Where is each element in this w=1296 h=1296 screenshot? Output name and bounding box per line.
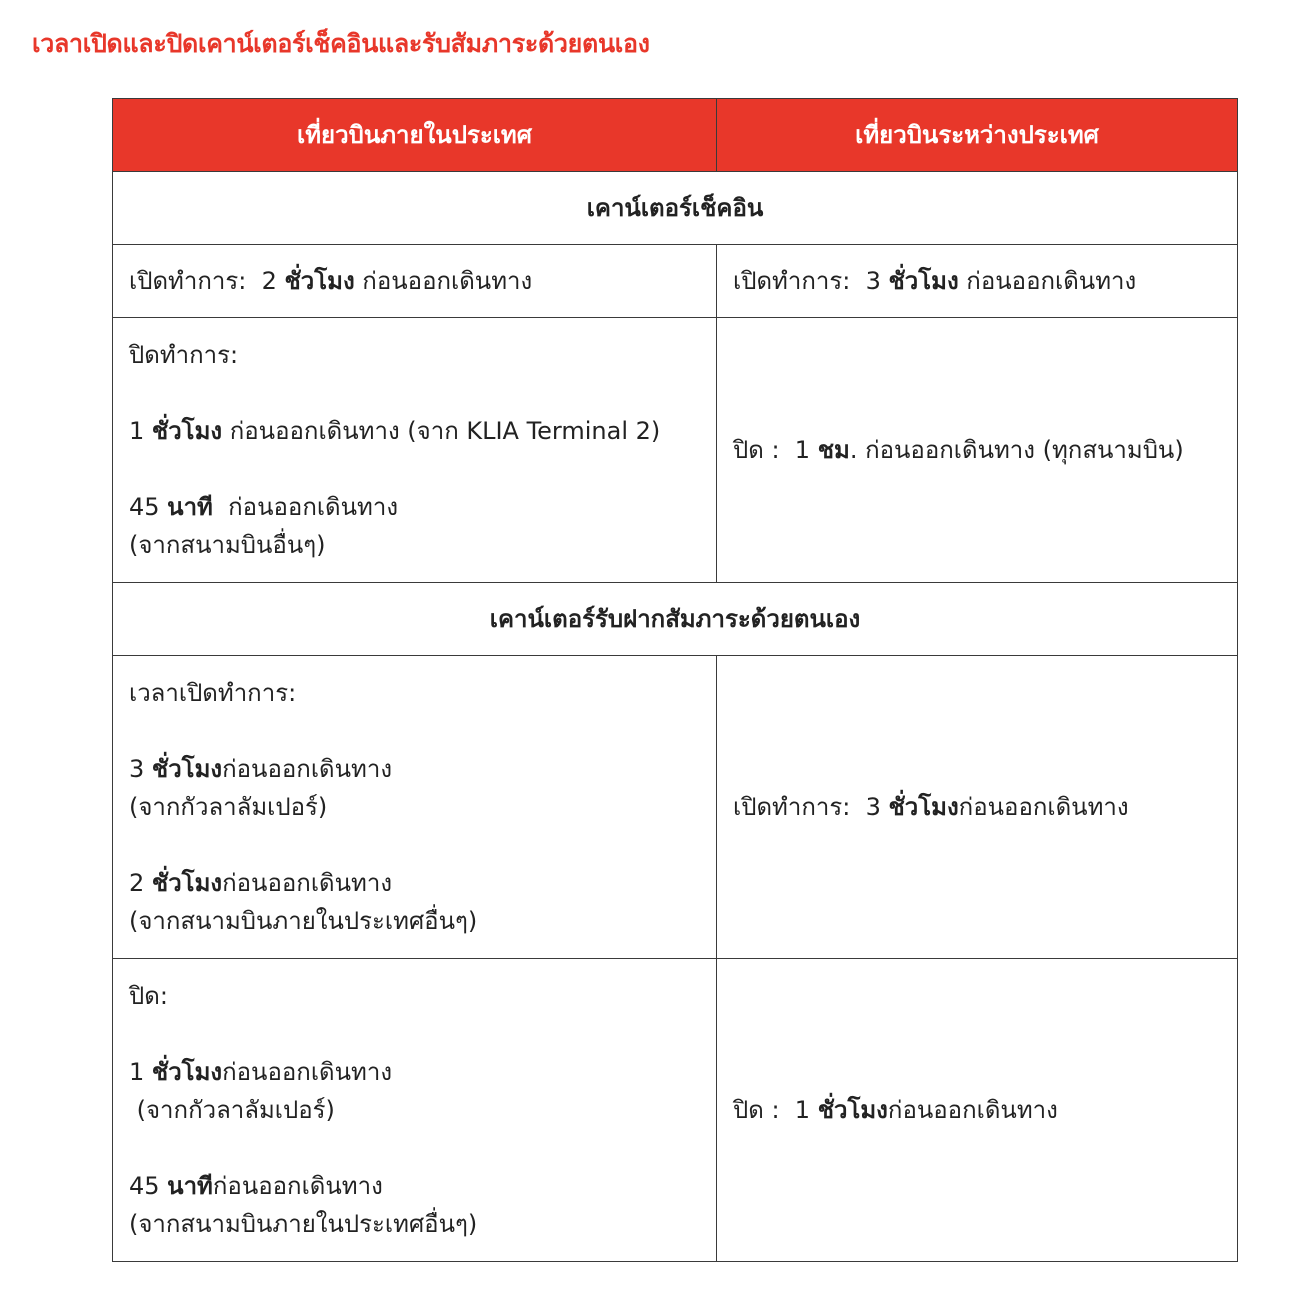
section-row-self-baggage	[113, 583, 1238, 656]
close-line-2-note: (จากสนามบินอื่นๆ)	[129, 531, 326, 559]
section-checkin-label: เคาน์เตอร์เช็คอิน	[113, 172, 1238, 245]
close-line-2-note: (จากสนามบินภายในประเทศอื่นๆ)	[129, 1210, 478, 1238]
close-line-2: 45 นาที ก่อนออกเดินทาง	[129, 493, 399, 521]
close-label: ปิดทำการ:	[129, 341, 239, 369]
table-row	[113, 656, 1238, 959]
baggage-domestic-open	[113, 656, 717, 959]
page-title: เวลาเปิดและปิดเคาน์เตอร์เช็คอินและรับสัมภาระด้วยตนเอง	[32, 29, 650, 58]
open-line-1: 3 ชั่วโมงก่อนออกเดินทาง	[129, 755, 393, 783]
open-line-2: 2 ชั่วโมงก่อนออกเดินทาง	[129, 869, 393, 897]
close-line-1: 1 ชั่วโมง ก่อนออกเดินทาง (จาก KLIA Terminal 2)	[129, 417, 661, 445]
checkin-domestic-close	[113, 318, 717, 583]
baggage-domestic-close	[113, 959, 717, 1262]
counter-hours-table	[112, 98, 1238, 1262]
baggage-international-close: ปิด : 1 ชั่วโมงก่อนออกเดินทาง	[717, 959, 1238, 1262]
checkin-domestic-open: เปิดทำการ: 2 ชั่วโมง ก่อนออกเดินทาง	[113, 245, 717, 318]
table-header-row	[113, 99, 1238, 172]
open-line-2-note: (จากสนามบินภายในประเทศอื่นๆ)	[129, 907, 478, 935]
checkin-international-close: ปิด : 1 ชม. ก่อนออกเดินทาง (ทุกสนามบิน)	[717, 318, 1238, 583]
header-domestic: เที่ยวบินภายในประเทศ	[113, 99, 717, 172]
close-line-1: 1 ชั่วโมงก่อนออกเดินทาง	[129, 1058, 393, 1086]
close-label: ปิด:	[129, 982, 168, 1010]
checkin-international-open: เปิดทำการ: 3 ชั่วโมง ก่อนออกเดินทาง	[717, 245, 1238, 318]
open-line-1-note: (จากกัวลาลัมเปอร์)	[129, 793, 328, 821]
table-row	[113, 959, 1238, 1262]
table-row	[113, 245, 1238, 318]
close-line-1-note: (จากกัวลาลัมเปอร์)	[129, 1096, 335, 1124]
table-row	[113, 318, 1238, 583]
section-row-checkin	[113, 172, 1238, 245]
baggage-international-open: เปิดทำการ: 3 ชั่วโมงก่อนออกเดินทาง	[717, 656, 1238, 959]
open-label: เวลาเปิดทำการ:	[129, 679, 297, 707]
section-self-baggage-label: เคาน์เตอร์รับฝากสัมภาระด้วยตนเอง	[113, 583, 1238, 656]
header-international: เที่ยวบินระหว่างประเทศ	[717, 99, 1238, 172]
close-line-2: 45 นาทีก่อนออกเดินทาง	[129, 1172, 383, 1200]
